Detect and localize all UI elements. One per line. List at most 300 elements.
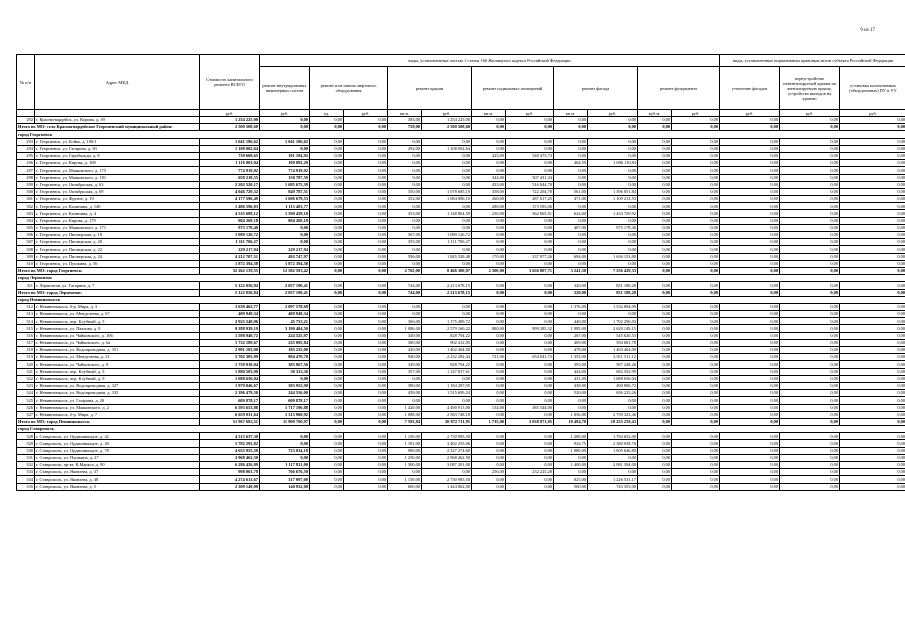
table-cell: 425,00 bbox=[472, 152, 506, 159]
table-cell: 0,00 bbox=[672, 210, 720, 217]
row-address: г. Ставрополь, ул. Пушкина, д. 27 bbox=[35, 454, 200, 461]
table-cell: 0,00 bbox=[672, 433, 720, 440]
table-cell: 0,00 bbox=[780, 325, 840, 332]
total-cell: 320,00 bbox=[554, 289, 588, 296]
table-row bbox=[17, 332, 905, 339]
table-cell: 0,00 bbox=[840, 469, 905, 476]
table-cell: 0,00 bbox=[260, 145, 310, 152]
row-number: 331 bbox=[17, 454, 35, 461]
row-number: 324 bbox=[17, 390, 35, 397]
table-cell: 682 352,99 bbox=[588, 368, 638, 375]
table-row bbox=[17, 462, 905, 469]
table-cell: 0,00 bbox=[638, 368, 672, 375]
table-cell: 0,00 bbox=[388, 260, 422, 267]
total-cell: 51 967 682,51 bbox=[200, 418, 260, 425]
table-cell: 0,00 bbox=[310, 375, 344, 382]
table-cell: 349,00 bbox=[388, 361, 422, 368]
table-row bbox=[17, 303, 905, 310]
table-cell: 0,00 bbox=[310, 476, 344, 483]
table-cell: 0,00 bbox=[310, 210, 344, 217]
table-cell: 694,00 bbox=[554, 253, 588, 260]
table-cell: 0,00 bbox=[506, 145, 554, 152]
table-cell: 0,00 bbox=[472, 375, 506, 382]
row-address: г. Невинномысск, ул. Маяковского, д. 2 bbox=[35, 404, 200, 411]
table-cell: 0,00 bbox=[672, 382, 720, 389]
table-row bbox=[17, 145, 905, 152]
table-cell: 2 730 985,50 bbox=[422, 476, 472, 483]
table-cell: 0,00 bbox=[472, 160, 506, 167]
total-cell: 2 057 190,41 bbox=[260, 289, 310, 296]
table-header bbox=[17, 55, 905, 117]
table-cell: 0,00 bbox=[506, 260, 554, 267]
row-number: 335 bbox=[17, 483, 35, 490]
table-cell: 303 952,90 bbox=[260, 382, 310, 389]
row-number: 321 bbox=[17, 368, 35, 375]
table-cell: 0,00 bbox=[840, 232, 905, 239]
header-total-cost: Стоимость капитального ремонта ВСЕГО bbox=[200, 55, 260, 110]
table-cell: 0,00 bbox=[344, 117, 388, 124]
table-cell: 0,00 bbox=[344, 476, 388, 483]
table-cell: 0,00 bbox=[472, 311, 506, 318]
header-drainage: переустройство невентилируемой крыши на вентилируемую крышу, устройство выходов на кровлю bbox=[780, 67, 840, 110]
table-cell: 0,00 bbox=[588, 232, 638, 239]
table-cell: 0,00 bbox=[422, 375, 472, 382]
row-address: г. Ставрополь, ул. Яковлева, д. 5 bbox=[35, 483, 200, 490]
total-row bbox=[17, 267, 905, 274]
table-cell: 0,00 bbox=[840, 411, 905, 418]
table-cell: 0,00 bbox=[780, 462, 840, 469]
table-cell: 1 089 126,72 bbox=[200, 232, 260, 239]
table-cell: 9 388 939,19 bbox=[200, 325, 260, 332]
total-cell: 0,00 bbox=[472, 124, 506, 131]
table-row bbox=[17, 181, 905, 188]
table-cell: 0,00 bbox=[638, 390, 672, 397]
table-cell: 1 080,00 bbox=[554, 447, 588, 454]
row-address: г. Невинномысск, пер. Клубный, д. 9 bbox=[35, 375, 200, 382]
table-cell: 1 702 296,03 bbox=[588, 318, 638, 325]
total-cell: 1 735,00 bbox=[472, 418, 506, 425]
table-cell: 0,00 bbox=[780, 397, 840, 404]
total-cell: 2 213 678,15 bbox=[422, 289, 472, 296]
table-cell: 433,00 bbox=[472, 181, 506, 188]
table-cell: 0,00 bbox=[506, 339, 554, 346]
row-address: г. Георгиевск, ул. Пушкина, д. 56 bbox=[35, 260, 200, 267]
table-cell: 849 787,51 bbox=[260, 188, 310, 195]
table-cell: 0,00 bbox=[720, 167, 780, 174]
unit-cell: руб. bbox=[672, 110, 720, 117]
table-cell: 0,00 bbox=[720, 246, 780, 253]
total-label: Итого по МО: село Красногвардейское Георгиевский муниципальный район: bbox=[17, 124, 200, 131]
row-number: 320 bbox=[17, 361, 35, 368]
table-cell: 320,00 bbox=[554, 282, 588, 289]
table-cell: 0,00 bbox=[506, 318, 554, 325]
table-row bbox=[17, 368, 905, 375]
row-address: г. Георгиевск, ул. Кирова, д. 168 bbox=[35, 160, 200, 167]
total-label: Итого по МО: город Лермонтов: bbox=[17, 289, 200, 296]
table-cell: 0,00 bbox=[260, 454, 310, 461]
table-cell: 0,00 bbox=[422, 203, 472, 210]
table-cell: 998 901,78 bbox=[200, 469, 260, 476]
table-cell: 2 991 103,00 bbox=[200, 347, 260, 354]
table-cell: 0,00 bbox=[506, 239, 554, 246]
table-cell: 0,00 bbox=[638, 440, 672, 447]
table-cell: 0,00 bbox=[260, 117, 310, 124]
table-cell: 3 087 201,00 bbox=[422, 462, 472, 469]
table-row bbox=[17, 138, 905, 145]
table-cell: 0,00 bbox=[388, 375, 422, 382]
table-cell: 0,00 bbox=[554, 232, 588, 239]
table-cell: 0,00 bbox=[840, 483, 905, 490]
table-cell: 0,00 bbox=[840, 196, 905, 203]
table-cell: 1 856,00 bbox=[554, 411, 588, 418]
table-cell: 0,00 bbox=[554, 145, 588, 152]
table-cell: 1 181,00 bbox=[388, 440, 422, 447]
table-cell: 0,00 bbox=[260, 232, 310, 239]
table-cell: 0,00 bbox=[720, 188, 780, 195]
table-cell: 0,00 bbox=[588, 246, 638, 253]
table-cell: 0,00 bbox=[672, 361, 720, 368]
table-cell: 0,00 bbox=[310, 368, 344, 375]
table-row bbox=[17, 347, 905, 354]
table-cell: 0,00 bbox=[840, 138, 905, 145]
city-section-row bbox=[17, 296, 905, 303]
total-cell: 0,00 bbox=[672, 124, 720, 131]
table-cell: 0,00 bbox=[344, 188, 388, 195]
table-cell: 232 225,28 bbox=[506, 469, 554, 476]
table-cell: 0,00 bbox=[310, 224, 344, 231]
table-cell: 0,00 bbox=[672, 397, 720, 404]
table-cell: 0,00 bbox=[720, 440, 780, 447]
table-cell: 0,00 bbox=[472, 433, 506, 440]
table-cell: 0,00 bbox=[720, 117, 780, 124]
table-cell: 0,00 bbox=[310, 138, 344, 145]
document bbox=[16, 54, 905, 491]
row-number: 311 bbox=[17, 282, 35, 289]
total-label: Итого по МО: город Георгиевск: bbox=[17, 267, 200, 274]
total-cell: 0,00 bbox=[672, 267, 720, 274]
table-cell: 0,00 bbox=[720, 174, 780, 181]
table-cell: 0,00 bbox=[472, 332, 506, 339]
table-cell: 0,00 bbox=[780, 447, 840, 454]
table-cell: 380,00 bbox=[388, 382, 422, 389]
table-cell: 0,00 bbox=[672, 404, 720, 411]
table-cell: 0,00 bbox=[840, 188, 905, 195]
table-cell: 0,00 bbox=[840, 246, 905, 253]
total-cell: 0,00 bbox=[672, 418, 720, 425]
table-cell: 804 269,18 bbox=[200, 217, 260, 224]
table-cell: 0,00 bbox=[638, 181, 672, 188]
table-cell: 0,00 bbox=[840, 347, 905, 354]
row-address: г. Георгиевск, ул. Гарибальди, д. 8 bbox=[35, 152, 200, 159]
table-cell: 0,00 bbox=[720, 253, 780, 260]
row-address: г. Георгиевск, ул. Калинина, д. 4 bbox=[35, 210, 200, 217]
table-cell: 0,00 bbox=[506, 347, 554, 354]
table-cell: 438,00 bbox=[554, 382, 588, 389]
table-cell: 609 878,17 bbox=[200, 397, 260, 404]
table-cell: 0,00 bbox=[638, 382, 672, 389]
table-cell: 0,00 bbox=[506, 454, 554, 461]
table-cell: 0,00 bbox=[638, 447, 672, 454]
row-number: 303 bbox=[17, 210, 35, 217]
table-cell: 0,00 bbox=[310, 318, 344, 325]
row-address: г. Георгиевск, ул. Октябрьская, д. 63 bbox=[35, 181, 200, 188]
table-row bbox=[17, 167, 905, 174]
table-cell: 6 286 426,09 bbox=[200, 462, 260, 469]
table-cell: 0,00 bbox=[840, 332, 905, 339]
table-cell: 0,00 bbox=[672, 339, 720, 346]
total-cell: 2 500 508,60 bbox=[422, 124, 472, 131]
city-section-row bbox=[17, 131, 905, 138]
table-cell: 0,00 bbox=[344, 361, 388, 368]
table-cell: 0,00 bbox=[344, 347, 388, 354]
table-cell: 0,00 bbox=[388, 224, 422, 231]
table-cell: 1 254 225,00 bbox=[200, 117, 260, 124]
table-cell: 0,00 bbox=[720, 282, 780, 289]
table-cell: 1 116 003,04 bbox=[200, 160, 260, 167]
table-cell: 1 088,00 bbox=[388, 411, 422, 418]
table-cell: 0,00 bbox=[344, 246, 388, 253]
table-cell: 0,00 bbox=[720, 454, 780, 461]
unit-cell: руб. bbox=[588, 110, 638, 117]
table-cell: 0,00 bbox=[472, 260, 506, 267]
row-number: 334 bbox=[17, 476, 35, 483]
table-cell: 0,00 bbox=[780, 483, 840, 490]
table-cell: 654 041,73 bbox=[506, 354, 554, 361]
table-cell: 0,00 bbox=[554, 203, 588, 210]
table-cell: 0,00 bbox=[720, 347, 780, 354]
table-cell: 0,00 bbox=[554, 246, 588, 253]
table-cell: 0,00 bbox=[310, 203, 344, 210]
table-cell: 0,00 bbox=[310, 325, 344, 332]
table-cell: 0,00 bbox=[672, 181, 720, 188]
table-cell: 0,00 bbox=[506, 232, 554, 239]
table-cell: 5 782 293,82 bbox=[200, 440, 260, 447]
row-address: г. Георгиевск, ул. Маяковского, д. 175 bbox=[35, 167, 200, 174]
table-cell: 0,00 bbox=[638, 210, 672, 217]
table-cell: 1 200,00 bbox=[554, 433, 588, 440]
row-address: г. Георгиевск, ул. Пионерская, д. 20 bbox=[35, 239, 200, 246]
total-cell: 0,00 bbox=[310, 289, 344, 296]
row-number: 329 bbox=[17, 440, 35, 447]
table-cell: 0,00 bbox=[588, 260, 638, 267]
table-cell: 0,00 bbox=[780, 145, 840, 152]
table-row bbox=[17, 404, 905, 411]
table-cell: 0,00 bbox=[840, 303, 905, 310]
table-cell: 0,00 bbox=[388, 311, 422, 318]
row-number: 292 bbox=[17, 117, 35, 124]
table-cell: 2 968 462,50 bbox=[422, 454, 472, 461]
table-cell: 1 532 884,09 bbox=[588, 303, 638, 310]
row-address: г. Ставрополь, ул. Орджоникидзе, д. 40 bbox=[35, 440, 200, 447]
units-empty-no bbox=[17, 110, 35, 117]
table-cell: 0,00 bbox=[554, 311, 588, 318]
table-cell: 0,00 bbox=[588, 217, 638, 224]
table-cell: 0,00 bbox=[422, 152, 472, 159]
table-cell: 0,00 bbox=[344, 217, 388, 224]
total-cell: 0,00 bbox=[260, 124, 310, 131]
table-cell: 0,00 bbox=[506, 447, 554, 454]
table-cell: 0,00 bbox=[472, 440, 506, 447]
table-cell: 1 184 287,05 bbox=[422, 382, 472, 389]
table-cell: 0,00 bbox=[840, 181, 905, 188]
row-address: г. Невинномысск, ул. Водопроводная, д. 335 bbox=[35, 390, 200, 397]
header-roof: ремонт крыши bbox=[388, 67, 472, 110]
row-number: 330 bbox=[17, 447, 35, 454]
table-cell: 4 177 596,49 bbox=[200, 196, 260, 203]
row-number: 315 bbox=[17, 325, 35, 332]
table-cell: 0,00 bbox=[344, 368, 388, 375]
table-cell: 0,00 bbox=[506, 397, 554, 404]
table-cell: 0,00 bbox=[720, 260, 780, 267]
table-cell: 0,00 bbox=[422, 167, 472, 174]
table-cell: 350,00 bbox=[388, 188, 422, 195]
header-basement: ремонт подвальных помещений bbox=[472, 67, 554, 110]
table-cell: 743 355,00 bbox=[588, 483, 638, 490]
table-cell: 1 111 706,27 bbox=[422, 239, 472, 246]
table-cell: 1 688 656,04 bbox=[200, 375, 260, 382]
row-address: г. Невинномысск, пер. Клубный, д. 5 bbox=[35, 318, 200, 325]
table-cell: 0,00 bbox=[422, 138, 472, 145]
table-cell: 0,00 bbox=[422, 311, 472, 318]
table-cell: 0,00 bbox=[780, 117, 840, 124]
table-cell: 828 794,22 bbox=[422, 332, 472, 339]
table-cell: 0,00 bbox=[310, 282, 344, 289]
table-row bbox=[17, 311, 905, 318]
total-cell: 3 656 807,71 bbox=[506, 267, 554, 274]
table-cell: 0,00 bbox=[506, 390, 554, 397]
table-cell: 0,00 bbox=[472, 117, 506, 124]
table-cell: 0,00 bbox=[344, 339, 388, 346]
table-cell: 0,00 bbox=[506, 440, 554, 447]
table-row bbox=[17, 354, 905, 361]
table-cell: 0,00 bbox=[588, 167, 638, 174]
table-cell: 0,00 bbox=[472, 167, 506, 174]
table-cell: 1 006 110,84 bbox=[588, 160, 638, 167]
header-foundation: ремонт фундамента bbox=[638, 67, 720, 110]
table-cell: 0,00 bbox=[720, 390, 780, 397]
table-cell: 0,00 bbox=[780, 440, 840, 447]
table-cell: 0,00 bbox=[780, 339, 840, 346]
table-cell: 0,00 bbox=[388, 469, 422, 476]
table-cell: 420,00 bbox=[388, 347, 422, 354]
table-cell: 0,00 bbox=[588, 138, 638, 145]
table-cell: 0,00 bbox=[720, 469, 780, 476]
table-cell: 0,00 bbox=[344, 318, 388, 325]
table-row bbox=[17, 217, 905, 224]
city-section-label: город Лермонтов bbox=[17, 275, 905, 282]
table-cell: 0,00 bbox=[780, 224, 840, 231]
total-cell: 7 556 429,33 bbox=[588, 267, 638, 274]
table-cell: 1 717 196,88 bbox=[260, 404, 310, 411]
unit-cell: руб. bbox=[840, 110, 905, 117]
table-cell: 0,00 bbox=[780, 411, 840, 418]
table-row bbox=[17, 232, 905, 239]
total-cell: 0,00 bbox=[840, 267, 905, 274]
total-cell: 0,00 bbox=[720, 418, 780, 425]
row-address: г. Георгиевск, ул. Пионерская, д. 22 bbox=[35, 246, 200, 253]
table-cell: 1 147 817,61 bbox=[422, 368, 472, 375]
table-cell: 317 097,00 bbox=[260, 476, 310, 483]
table-row bbox=[17, 447, 905, 454]
table-cell: 0,00 bbox=[720, 404, 780, 411]
table-cell: 2 309 149,00 bbox=[200, 483, 260, 490]
table-cell: 0,00 bbox=[672, 224, 720, 231]
table-cell: 0,00 bbox=[260, 239, 310, 246]
table-cell: 723 034,18 bbox=[260, 447, 310, 454]
table-cell: 3 190 404,50 bbox=[260, 325, 310, 332]
table-cell: 2 396 479,50 bbox=[200, 390, 260, 397]
table-cell: 1 486 596,83 bbox=[200, 203, 260, 210]
table-cell: 0,00 bbox=[780, 469, 840, 476]
table-cell: 0,00 bbox=[472, 232, 506, 239]
table-cell: 237 977,26 bbox=[506, 253, 554, 260]
total-cell: 11 800 760,97 bbox=[260, 418, 310, 425]
row-address: г. Невинномысск, ул. Чайковского, д. 106 bbox=[35, 332, 200, 339]
table-cell: 353,00 bbox=[388, 210, 422, 217]
table-cell: 0,00 bbox=[588, 117, 638, 124]
total-cell: 0,00 bbox=[780, 418, 840, 425]
table-cell: 0,00 bbox=[672, 188, 720, 195]
total-cell: 0,00 bbox=[344, 124, 388, 131]
table-cell: 0,00 bbox=[840, 397, 905, 404]
unit-cell: ед. bbox=[310, 110, 344, 117]
table-cell: 0,00 bbox=[672, 260, 720, 267]
table-cell: 0,00 bbox=[672, 332, 720, 339]
table-cell: 0,00 bbox=[720, 145, 780, 152]
table-cell: 0,00 bbox=[638, 260, 672, 267]
table-cell: 0,00 bbox=[554, 239, 588, 246]
table-cell: 0,00 bbox=[780, 454, 840, 461]
table-cell: 804 470,70 bbox=[260, 354, 310, 361]
table-cell: 500,00 bbox=[554, 483, 588, 490]
table-cell: 0,00 bbox=[344, 433, 388, 440]
table-cell: 0,00 bbox=[672, 196, 720, 203]
table-cell: 0,00 bbox=[472, 368, 506, 375]
table-cell: 0,00 bbox=[638, 217, 672, 224]
row-number: 307 bbox=[17, 239, 35, 246]
table-cell: 3 630 462,77 bbox=[200, 303, 260, 310]
table-cell: 1 688 656,04 bbox=[588, 375, 638, 382]
table-cell: 0,00 bbox=[554, 174, 588, 181]
table-cell: 0,00 bbox=[344, 239, 388, 246]
table-cell: 1 226 531,17 bbox=[588, 476, 638, 483]
table-cell: 1 685 675,39 bbox=[260, 181, 310, 188]
table-cell: 2 057 190,41 bbox=[260, 282, 310, 289]
table-cell: 0,00 bbox=[638, 239, 672, 246]
table-cell: 0,00 bbox=[344, 440, 388, 447]
table-cell: 0,00 bbox=[388, 160, 422, 167]
table-cell: 0,00 bbox=[638, 160, 672, 167]
table-cell: 0,00 bbox=[506, 282, 554, 289]
table-cell: 0,00 bbox=[638, 339, 672, 346]
table-cell: 0,00 bbox=[840, 440, 905, 447]
total-cell: 0,00 bbox=[638, 267, 672, 274]
total-cell: 0,00 bbox=[780, 124, 840, 131]
table-cell: 980,00 bbox=[388, 447, 422, 454]
table-cell: 0,00 bbox=[472, 447, 506, 454]
unit-cell: куб.м. bbox=[638, 110, 672, 117]
table-cell: 6 593 653,88 bbox=[200, 404, 260, 411]
table-cell: 0,00 bbox=[472, 224, 506, 231]
table-cell: 880,00 bbox=[472, 325, 506, 332]
table-cell: 355,00 bbox=[388, 239, 422, 246]
table-row bbox=[17, 260, 905, 267]
table-cell: 0,00 bbox=[588, 469, 638, 476]
table-cell: 0,00 bbox=[344, 167, 388, 174]
table-cell: 1 605 646,80 bbox=[588, 447, 638, 454]
table-cell: 2 213 678,15 bbox=[422, 282, 472, 289]
table-cell: 4 274 613,67 bbox=[200, 476, 260, 483]
